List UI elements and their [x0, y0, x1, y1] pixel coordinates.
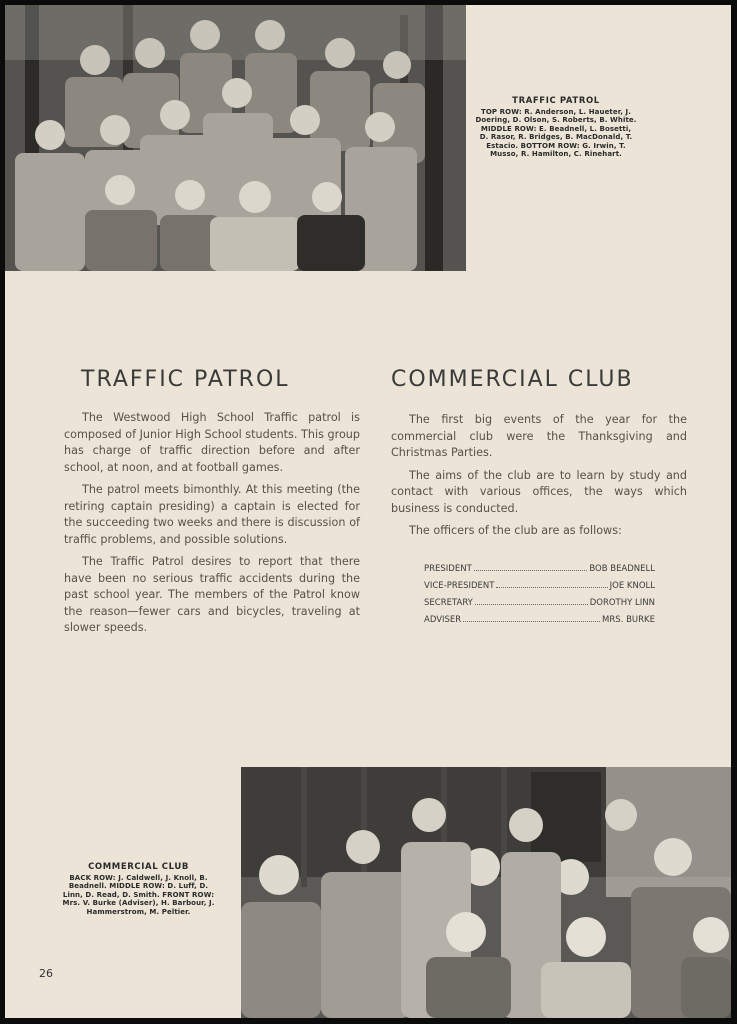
- commercial-club-text: [391, 412, 687, 546]
- officer-name: MRS. BURKE: [602, 615, 655, 625]
- yearbook-page: [5, 5, 731, 1018]
- paragraph: The officers of the club are as follows:: [409, 524, 622, 537]
- caption-line: D. Rasor, R. Bridges, B. MacDonald, T.: [479, 133, 633, 141]
- caption-line: Beadnell. MIDDLE ROW: D. Luff, D.: [68, 882, 209, 890]
- officer-row: [424, 595, 655, 612]
- caption-line: MIDDLE ROW: E. Beadnell, L. Bosetti,: [480, 124, 632, 133]
- page-number: 26: [39, 967, 53, 980]
- traffic-patrol-caption: [471, 97, 641, 159]
- paragraph: The Traffic Patrol desires to report that there have been no serious traffic accidents during the past school year. The members of the Patrol know the reason—fewer cars and bicycles, traveling at slower speeds.: [64, 555, 360, 634]
- officer-row: [424, 578, 655, 595]
- officer-name: BOB BEADNELL: [589, 564, 655, 574]
- commercial-club-heading: COMMERCIAL CLUB: [391, 367, 634, 392]
- traffic-patrol-photo: [5, 5, 466, 271]
- caption-line: Estacio. BOTTOM ROW: G. Irwin, T.: [486, 141, 626, 150]
- officer-role: ADVISER: [424, 615, 462, 625]
- traffic-patrol-heading: TRAFFIC PATROL: [81, 367, 290, 392]
- officers-list: [424, 561, 655, 629]
- commercial-club-caption: [51, 863, 226, 916]
- paragraph: The first big events of the year for the commercial club were the Thanksgiving and Christmas Parties.: [391, 413, 687, 459]
- officer-row: [424, 561, 655, 578]
- officer-name: DOROTHY LINN: [589, 598, 655, 608]
- dot-leader: [496, 587, 607, 588]
- caption-line: BACK ROW: J. Caldwell, J. Knoll, B.: [69, 873, 208, 882]
- officer-role: VICE-PRESIDENT: [424, 581, 495, 591]
- officer-role: SECRETARY: [424, 598, 473, 608]
- group-photo-icon: [5, 5, 466, 271]
- caption-line: Mrs. V. Burke (Adviser), H. Barbour, J.: [62, 899, 215, 907]
- paragraph: The Westwood High School Traffic patrol is composed of Junior High School students. This group has charge of traffic direction before and after school, at noon, and at football games.: [64, 411, 360, 474]
- paragraph: The aims of the club are to learn by study and contact with various offices, the ways which business is conducted.: [391, 468, 687, 515]
- caption-line: Musso, R. Hamilton, C. Rinehart.: [490, 150, 622, 158]
- caption-title: TRAFFIC PATROL: [512, 96, 600, 106]
- dot-leader: [463, 621, 600, 622]
- traffic-patrol-text: [64, 410, 360, 643]
- caption-line: Doering, D. Olson, S. Roberts, B. White.: [475, 116, 637, 124]
- officer-row: [424, 612, 655, 629]
- caption-title: COMMERCIAL CLUB: [88, 862, 189, 872]
- commercial-club-photo: [241, 767, 731, 1018]
- caption-line: TOP ROW: R. Anderson, L. Haueter, J.: [480, 107, 631, 116]
- dot-leader: [474, 570, 588, 571]
- officer-role: PRESIDENT: [424, 564, 472, 574]
- caption-line: Hammerstrom, M. Peltier.: [86, 907, 191, 916]
- paragraph: The patrol meets bimonthly. At this meeting (the retiring captain presiding) a captain is elected for the succeeding two weeks and there is discussion of traffic problems, and possible solutions.: [64, 483, 360, 546]
- group-photo-icon: [241, 767, 731, 1018]
- officer-name: JOE KNOLL: [609, 581, 655, 591]
- dot-leader: [475, 604, 588, 605]
- caption-line: Linn, D. Read, D. Smith. FRONT ROW:: [62, 890, 215, 899]
